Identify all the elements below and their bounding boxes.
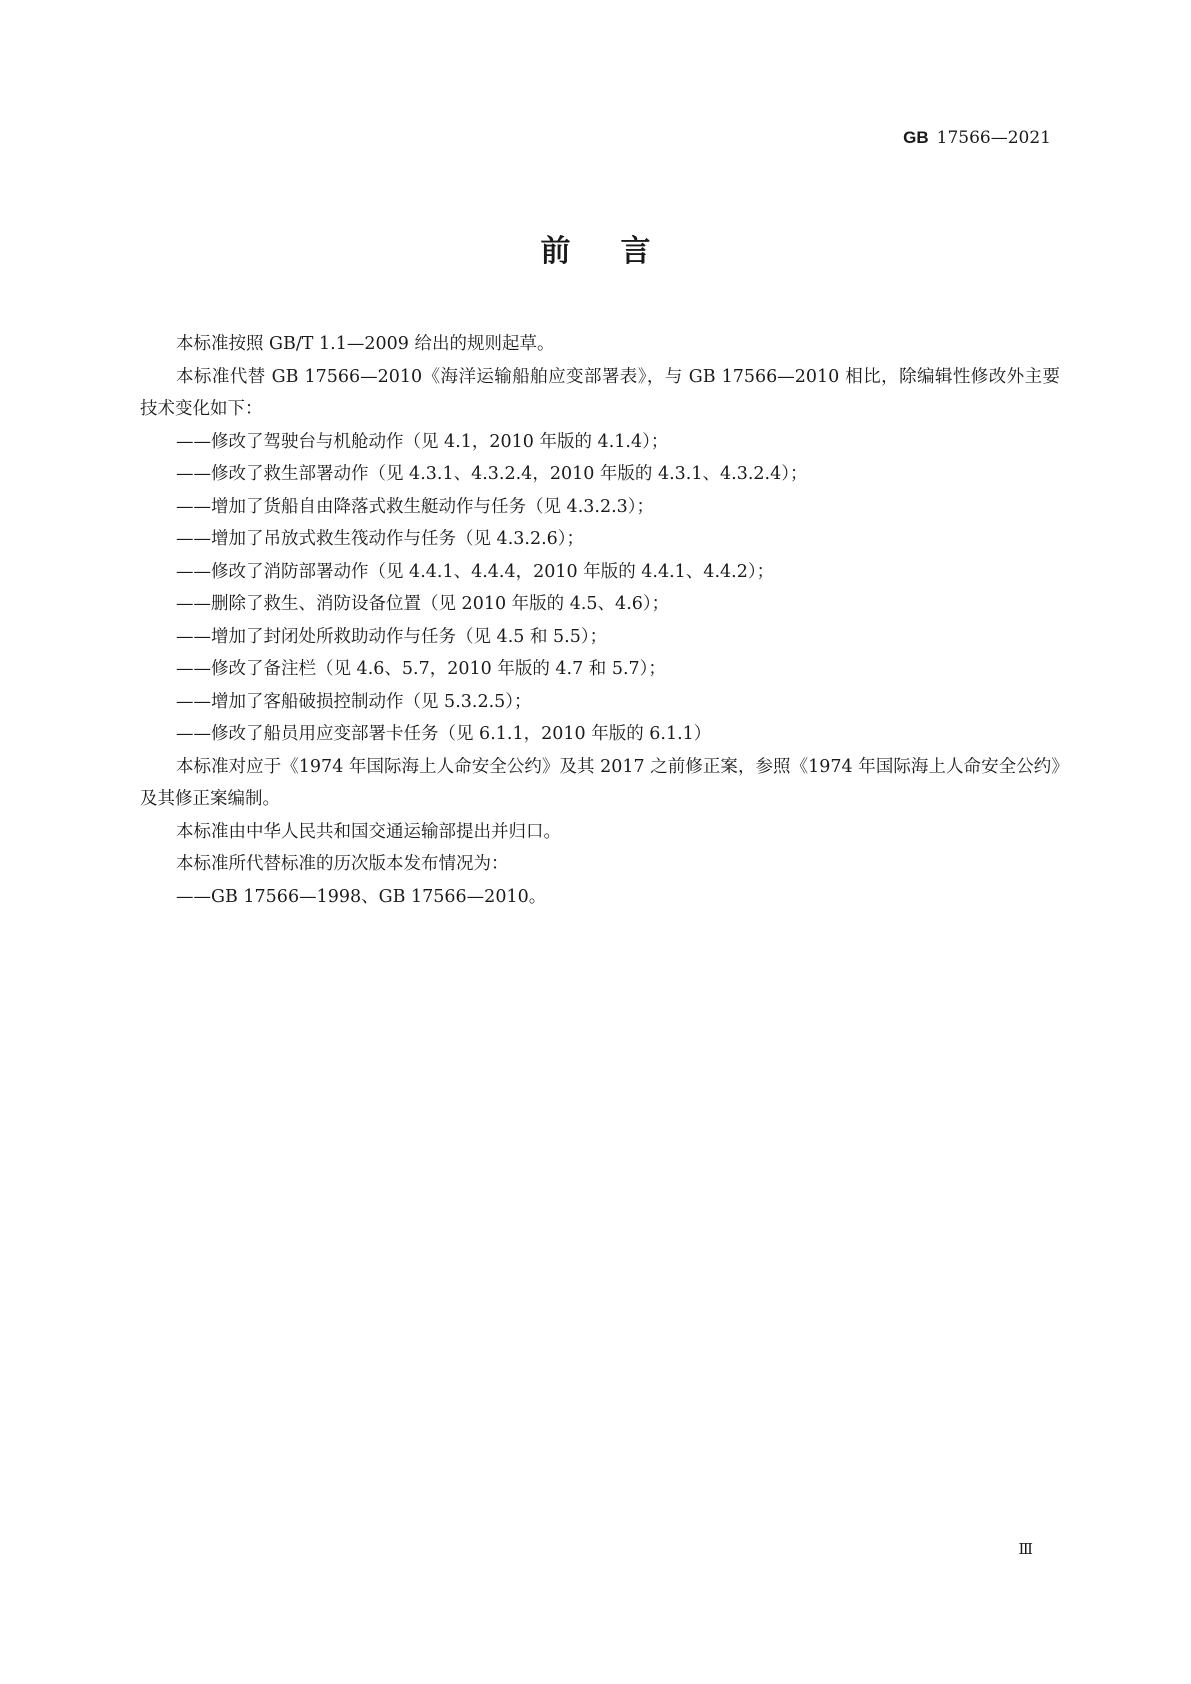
page-number: Ⅲ xyxy=(1018,1540,1033,1558)
paragraph: 本标准按照 GB/T 1.1—2009 给出的规则起草。 xyxy=(176,334,555,354)
list-item: ——增加了吊放式救生筏动作与任务（见 4.3.2.6）； xyxy=(176,529,585,549)
list-item: ——增加了客船破损控制动作（见 5.3.2.5）； xyxy=(176,691,532,712)
standard-prefix: GB xyxy=(903,128,929,147)
standard-code xyxy=(903,128,1051,148)
page-title: 前言 xyxy=(540,234,701,269)
list-item: ——增加了封闭处所救助动作与任务（见 4.5 和 5.5）； xyxy=(176,626,608,647)
paragraph: 本标准代替 GB 17566—2010《海洋运输船舶应变部署表》，与 GB 17566—2010 相比，除编辑性修改外主要技术变化如下： xyxy=(140,366,1060,419)
list-item: ——修改了救生部署动作（见 4.3.1、4.3.2.4，2010 年版的 4.3.1、4.3.2.4）； xyxy=(176,464,808,484)
paragraph: 本标准所代替标准的历次版本发布情况为： xyxy=(176,854,509,874)
list-item: ——删除了救生、消防设备位置（见 2010 年版的 4.5、4.6）； xyxy=(176,594,670,614)
paragraph: 本标准由中华人民共和国交通运输部提出并归口。 xyxy=(176,821,561,842)
list-item: ——GB 17566—1998、GB 17566—2010。 xyxy=(176,886,547,907)
document-body xyxy=(140,328,1060,913)
paragraph: 本标准对应于《1974 年国际海上人命安全公约》及其 2017 之前修正案，参照《1974 年国际海上人命安全公约》及其修正案编制。 xyxy=(140,756,1060,809)
list-item: ——修改了备注栏（见 4.6、5.7，2010 年版的 4.7 和 5.7）； xyxy=(176,659,666,679)
list-item: ——修改了驾驶台与机舱动作（见 4.1，2010 年版的 4.1.4）； xyxy=(176,431,669,452)
list-item: ——修改了船员用应变部署卡任务（见 6.1.1，2010 年版的 6.1.1） xyxy=(176,724,712,744)
list-item: ——增加了货船自由降落式救生艇动作与任务（见 4.3.2.3）； xyxy=(176,496,655,517)
standard-number: 17566—2021 xyxy=(936,128,1051,148)
list-item: ——修改了消防部署动作（见 4.4.1、4.4.4，2010 年版的 4.4.1、4.4.2）； xyxy=(176,561,775,582)
